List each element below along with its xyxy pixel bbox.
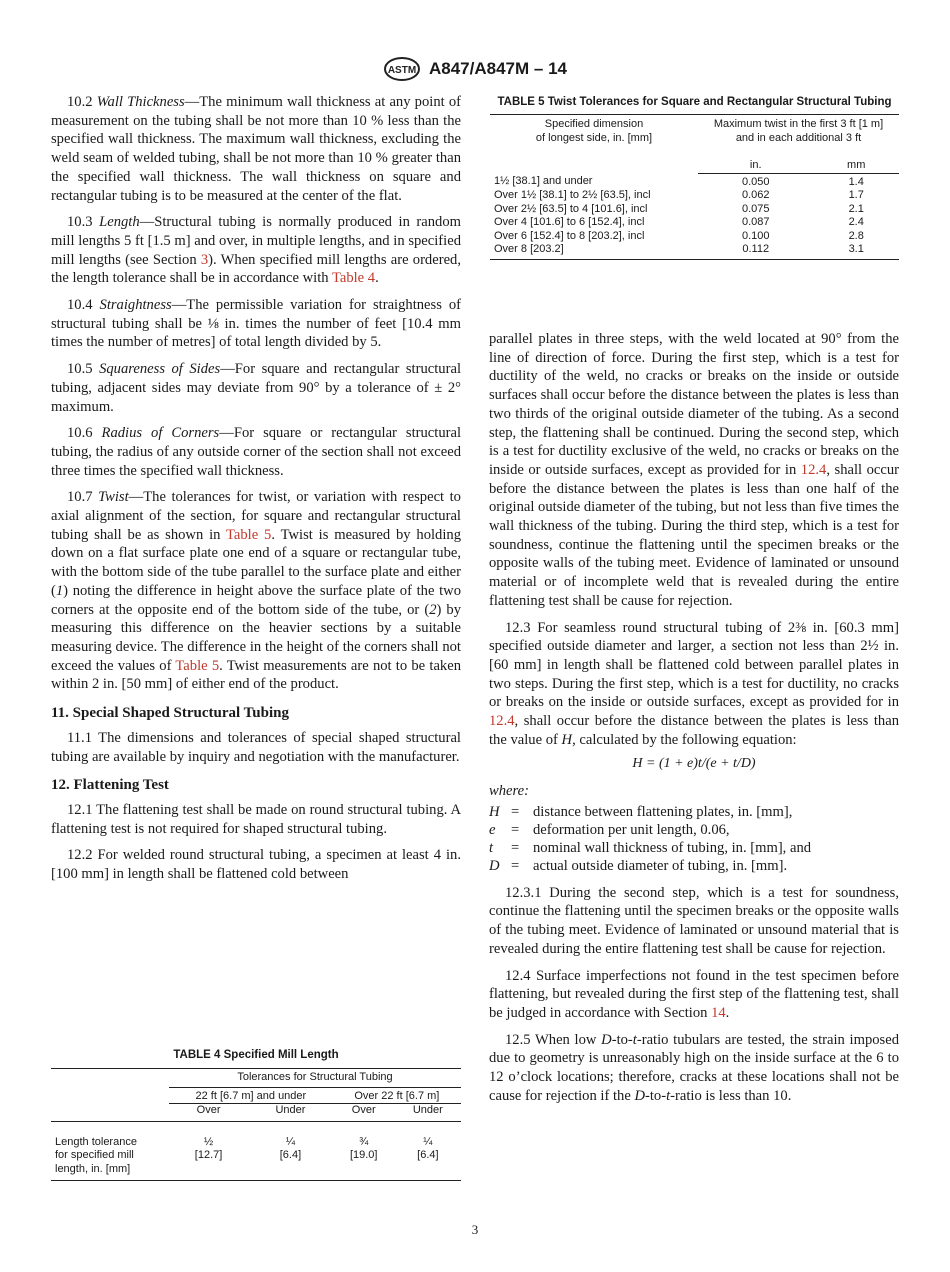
- table-5-header-left: Specified dimension: [544, 118, 644, 130]
- section-12-1: 12.1 The flattening test shall be made on round structural tubing. A flattening test is not required for shaped structural tubing.: [51, 801, 461, 837]
- document-designation: A847/A847M – 14: [429, 59, 567, 78]
- table-cell: 2.1: [848, 202, 864, 215]
- table-row: [490, 189, 899, 203]
- section-12-4-link[interactable]: 12.4: [489, 713, 515, 730]
- table-4-row-label: length, in. [mm]: [55, 1162, 131, 1175]
- section-12-5: 12.5 When low D-to-t-ratio tubulars are tested, the strain imposed due to geometry is unreasonably high on the inside surface at the 6 to 12 o’clock locations; therefore, cracks at these locations shall not be cause for rejection if the D-to-t-ratio is less than 10.: [489, 1031, 899, 1104]
- left-column: [51, 93, 461, 892]
- table-cell: [6.4]: [417, 1149, 439, 1161]
- section-10-7: 10.7 Twist—The tolerances for twist, or variation with respect to axial alignment of the section, for square and rectangular structural tubing shall be as shown in Table 5. Twist is measured by holding down on a flat surface plate one end of a square or rectangular tube, with the bottom side of the tube parallel to the surface plate and either (1) noting the difference in height above the surface plate of the two corners at the opposite end of the bottom side of the tube, or (2) by measuring this difference on the heavier sections by a suitable measuring device. The difference in the height of the corners shall not exceed the values of Table 5. Twist measurements are not to be taken within 2 in. [50 mm] of either end of the product.: [51, 489, 461, 693]
- table-5-unit-mm: mm: [813, 159, 899, 173]
- astm-logo-icon: [383, 57, 421, 81]
- table-cell: [6.4]: [279, 1149, 302, 1161]
- flattening-equation: H = (1 + e)t/(e + t/D): [632, 756, 756, 772]
- table-cell: Over 1½ [38.1] to 2½ [63.5], incl: [494, 189, 651, 201]
- table-cell: 0.112: [742, 243, 770, 255]
- table-row: [490, 216, 899, 230]
- heading-section-12: 12. Flattening Test: [51, 777, 169, 794]
- table-4-title: TABLE 4 Specified Mill Length: [173, 1049, 339, 1061]
- table-cell: 1.4: [848, 175, 864, 188]
- section-10-5: 10.5 Squareness of Sides—For square and rectangular structural tubing, adjacent sides may deviate from 90° by a tolerance of ± 2° maximum.: [51, 361, 461, 415]
- section-14-link[interactable]: 14: [711, 1004, 726, 1021]
- table-cell: 0.050: [741, 175, 770, 188]
- table-cell: Over 8 [203.2]: [494, 243, 564, 255]
- section-3-link[interactable]: 3: [200, 251, 209, 268]
- table-cell: ¼: [285, 1135, 296, 1148]
- table-4-group-header: Tolerances for Structural Tubing: [169, 1069, 461, 1088]
- section-12-3: 12.3 For seamless round structural tubing of 2⅜ in. [60.3 mm] specified outside diameter and larger, a section not less than 2½ in. [60 mm] in length shall be flattened cold between parallel plates in two steps. During the first step, which is a test for ductility, no cracks or breaks on the inside or outside surfaces, except as provided for in 12.4, shall occur before the distance between the plates is less than the value of H, calculated by the following equation:: [489, 619, 899, 748]
- section-11-1: 11.1 The dimensions and tolerances of special shaped structural tubing are available by inquiry and negotiation with the manufacturer.: [51, 729, 461, 765]
- section-12-4-link[interactable]: 12.4: [800, 461, 827, 478]
- heading-section-11: 11. Special Shaped Structural Tubing: [51, 705, 289, 722]
- section-10-3: 10.3 Length—Structural tubing is normally produced in random mill lengths 5 ft [1.5 m] and over, in multiple lengths, and in specified mill lengths (see Section 3). When specified mill lengths are ordered, the length tolerance shall be in accordance with Table 4.: [51, 214, 461, 287]
- table-4-col: Over: [351, 1104, 376, 1116]
- table-cell: 3.1: [848, 243, 864, 255]
- table-4-grid: [51, 1068, 461, 1181]
- table-5-title: TABLE 5 Twist Tolerances for Square and Rectangular Structural Tubing: [497, 96, 892, 108]
- where-label: where:: [489, 783, 529, 800]
- section-10-4: 10.4 Straightness—The permissible variation for straightness of structural tubing shall be ⅛ in. times the number of feet [10.4 mm times the number of metres] of total length divided by 5.: [51, 297, 461, 351]
- table-4-sub-a: 22 ft [6.7 m] and under: [169, 1087, 333, 1104]
- table-4: [51, 1048, 461, 1181]
- table-5-link[interactable]: Table 5: [175, 657, 220, 674]
- table-row: [490, 243, 899, 259]
- table-cell: ¼: [423, 1135, 433, 1148]
- definition-row: t = nominal wall thickness of tubing, in. [mm], and: [489, 840, 812, 857]
- table-row: [490, 203, 899, 217]
- table-4-col: Over: [196, 1104, 221, 1116]
- table-5-header-right: and in each additional 3 ft: [735, 131, 862, 144]
- table-cell: Over 4 [101.6] to 6 [152.4], incl: [494, 216, 645, 228]
- table-cell: 0.075: [741, 202, 770, 215]
- variable-definitions: [489, 803, 811, 876]
- table-cell: ½: [203, 1135, 214, 1148]
- table-row: [490, 173, 899, 189]
- section-12-3-1: 12.3.1 During the second step, which is a test for soundness, continue the flattening until the specimen breaks or the opposite walls of the tubing meet. Evidence of laminated or unsound material that is revealed during the entire flattening test shall be cause for rejection.: [489, 884, 899, 957]
- table-5-header-right: Maximum twist in the first 3 ft [1 m]: [713, 118, 884, 130]
- table-5-header-left: of longest side, in. [mm]: [535, 131, 653, 144]
- table-5: [490, 95, 899, 260]
- table-cell: 2.8: [848, 229, 864, 242]
- right-column: [489, 330, 899, 1113]
- table-cell: 0.087: [741, 216, 770, 228]
- section-10-2: 10.2 Wall Thickness—The minimum wall thickness at any point of measurement on the tubing shall be not more than 10 % less than the specified wall thickness. The maximum wall thickness, excluding the weld seam of welded tubing, shall be not more than 10 % greater than the specified wall thickness. The wall thickness on square and rectangular tubing is to be measured at the center of the flat.: [51, 94, 461, 204]
- table-4-col: Under: [412, 1104, 443, 1116]
- table-cell: 0.100: [741, 229, 770, 242]
- table-row: [490, 230, 899, 244]
- page-header: [0, 57, 950, 81]
- table-4-sub-b: Over 22 ft [6.7 m]: [333, 1087, 461, 1104]
- table-5-unit-in: in.: [698, 159, 813, 173]
- table-cell: 1½ [38.1] and under: [494, 175, 593, 187]
- table-row: [51, 1136, 461, 1181]
- section-12-4: 12.4 Surface imperfections not found in the test specimen before flattening, but revealed during the first step of the flattening test, shall be judged in accordance with Section 14.: [489, 967, 899, 1021]
- table-cell: 0.062: [741, 189, 770, 201]
- section-12-2: 12.2 For welded round structural tubing, a specimen at least 4 in. [100 mm] in length shall be flattened cold between: [51, 847, 461, 883]
- section-12-2-continued: parallel plates in three steps, with the weld located at 90° from the line of direction of force. During the first step, which is a test for ductility of the weld, no cracks or breaks on the inside or outside surfaces shall occur before the distance between the plates is less than two thirds of the original outside diameter of the tubing. As a second step, the flattening shall be continued. During the second step, which is a test for ductility exclusive of the weld, no cracks or breaks on the inside or outside surfaces, except as provided for in 12.4, shall occur before the distance between the plates is less than one half of the original outside diameter of the tubing, but not less than five times the wall thickness of the tubing. During the third step, which is a test for soundness, continue the flattening until the specimen breaks or the opposite walls of the tubing meet. Evidence of laminated or unsound material or of incomplete weld that is revealed during the entire flattening test shall be cause for rejection.: [489, 331, 900, 609]
- definition-row: e = deformation per unit length, 0.06,: [489, 822, 730, 839]
- definition-row: D = actual outside diameter of tubing, in. [mm].: [489, 858, 788, 875]
- table-cell: Over 2½ [63.5] to 4 [101.6], incl: [494, 202, 648, 215]
- svg-text:ASTM: ASTM: [387, 65, 417, 76]
- definition-row: H = distance between flattening plates, in. [mm],: [489, 803, 793, 820]
- section-10-6: 10.6 Radius of Corners—For square or rectangular structural tubing, the radius of any outside corner of the section shall not exceed three times the specified wall thickness.: [51, 425, 462, 479]
- table-cell: 1.7: [848, 189, 864, 201]
- page-number: 3: [471, 1222, 479, 1237]
- table-4-link[interactable]: Table 4: [331, 270, 376, 287]
- table-cell: ¾: [359, 1135, 369, 1148]
- table-5-link[interactable]: Table 5: [226, 526, 272, 543]
- table-cell: Over 6 [152.4] to 8 [203.2], incl: [494, 229, 645, 242]
- table-4-row-label: for specified mill: [55, 1149, 134, 1161]
- table-cell: [12.7]: [194, 1149, 223, 1161]
- table-cell: 2.4: [848, 216, 864, 228]
- table-4-col: Under: [275, 1104, 306, 1116]
- table-4-row-label: Length tolerance: [55, 1135, 137, 1148]
- table-cell: [19.0]: [349, 1149, 378, 1161]
- table-5-grid: [490, 114, 899, 260]
